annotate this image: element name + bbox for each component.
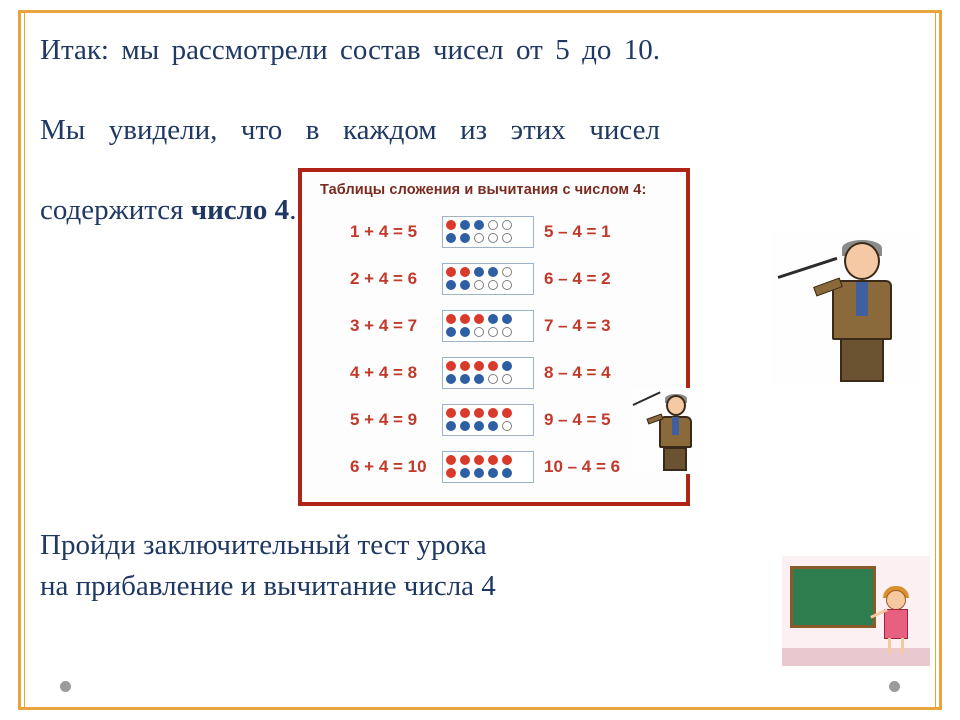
decorative-dot-left <box>60 681 71 692</box>
pip-row-top <box>446 266 530 279</box>
teacher-with-pointer-icon <box>770 228 920 388</box>
pip-blue <box>488 468 498 478</box>
pip-blue <box>474 421 484 431</box>
head-shape <box>844 242 880 280</box>
decorative-border-bottom <box>18 707 942 710</box>
pip-blue <box>502 468 512 478</box>
chalkboard-shape <box>790 566 876 628</box>
intro-period: . <box>289 194 297 227</box>
addition-subtraction-table <box>298 168 690 506</box>
pip-blue <box>488 267 498 277</box>
pip-blue <box>502 314 512 324</box>
addition-expression: 1 + 4 = 5 <box>350 221 418 241</box>
pip-blue <box>474 267 484 277</box>
table-row <box>302 302 686 349</box>
pip-empty <box>502 421 512 431</box>
pip-box <box>442 310 534 342</box>
pip-blue <box>446 233 456 243</box>
table-row <box>302 255 686 302</box>
pip-red <box>474 361 484 371</box>
pip-empty <box>488 233 498 243</box>
decorative-dot-right <box>889 681 900 692</box>
pip-box <box>442 216 534 248</box>
pip-red <box>460 408 470 418</box>
pip-red <box>446 220 456 230</box>
pip-blue <box>474 220 484 230</box>
table-row <box>302 443 686 490</box>
pip-blue <box>502 361 512 371</box>
pip-empty <box>488 374 498 384</box>
pip-empty <box>502 233 512 243</box>
subtraction-expression: 5 – 4 = 1 <box>544 221 611 241</box>
subtraction-expression: 8 – 4 = 4 <box>544 362 611 382</box>
table-rows <box>302 208 686 490</box>
pip-blue <box>460 374 470 384</box>
decorative-border-left-thin <box>24 10 25 710</box>
pip-red <box>446 455 456 465</box>
pip-blue <box>460 280 470 290</box>
pip-blue <box>446 327 456 337</box>
closing-instruction <box>40 525 740 606</box>
table-row <box>302 208 686 255</box>
necktie-shape <box>672 417 679 435</box>
pip-box <box>442 263 534 295</box>
pip-blue <box>460 220 470 230</box>
table-row <box>302 396 686 443</box>
pip-blue <box>460 468 470 478</box>
pip-blue <box>446 374 456 384</box>
pip-empty <box>502 267 512 277</box>
pip-empty <box>474 327 484 337</box>
pip-red <box>446 408 456 418</box>
legs-shape <box>840 338 884 382</box>
pip-blue <box>474 374 484 384</box>
pip-row-top <box>446 407 530 420</box>
pip-empty <box>488 220 498 230</box>
subtraction-expression: 10 – 4 = 6 <box>544 456 621 476</box>
pip-red <box>488 361 498 371</box>
pip-blue <box>446 280 456 290</box>
pip-blue <box>460 421 470 431</box>
closing-line-1: Пройди заключительный тест урока <box>40 529 487 561</box>
pip-red <box>502 408 512 418</box>
pip-red <box>488 455 498 465</box>
pip-row-top <box>446 313 530 326</box>
subtraction-expression: 9 – 4 = 5 <box>544 409 611 429</box>
subtraction-expression: 7 – 4 = 3 <box>544 315 611 335</box>
floor-shape <box>782 648 930 666</box>
pip-blue <box>488 421 498 431</box>
pip-red <box>460 314 470 324</box>
pip-blue <box>488 314 498 324</box>
pip-red <box>446 361 456 371</box>
addition-expression: 3 + 4 = 7 <box>350 315 418 335</box>
dress-shape <box>884 609 908 639</box>
pip-row-bottom <box>446 279 530 292</box>
intro-line-1: Итак: мы рассмотрели состав чисел от 5 до 10. <box>40 34 660 66</box>
pip-empty <box>474 233 484 243</box>
addition-expression: 4 + 4 = 8 <box>350 362 418 382</box>
pip-empty <box>502 327 512 337</box>
pip-empty <box>488 327 498 337</box>
addition-expression: 2 + 4 = 6 <box>350 268 418 288</box>
pointer-stick-icon <box>633 391 661 405</box>
girl-at-chalkboard-icon <box>782 556 930 666</box>
decorative-border-right <box>939 10 942 710</box>
pip-red <box>460 267 470 277</box>
pip-red <box>474 408 484 418</box>
pip-row-bottom <box>446 326 530 339</box>
closing-line-2: на прибавление и вычитание числа 4 <box>40 569 496 602</box>
table-title: Таблицы сложения и вычитания с числом 4: <box>320 182 647 198</box>
pip-red <box>460 455 470 465</box>
decorative-border-left <box>18 10 21 710</box>
pip-row-bottom <box>446 467 530 480</box>
legs-shape <box>663 447 687 471</box>
intro-line-3-text: содержится <box>40 194 191 227</box>
pip-empty <box>474 280 484 290</box>
pointer-stick-icon <box>778 257 838 279</box>
pip-row-bottom <box>446 420 530 433</box>
pip-box <box>442 404 534 436</box>
pip-red <box>460 361 470 371</box>
addition-expression: 5 + 4 = 9 <box>350 409 418 429</box>
pip-red <box>488 408 498 418</box>
decorative-border-top <box>18 10 942 13</box>
intro-emphasis: число 4 <box>190 194 290 227</box>
pip-row-top <box>446 219 530 232</box>
pip-red <box>502 455 512 465</box>
pip-empty <box>502 280 512 290</box>
pip-empty <box>488 280 498 290</box>
pip-red <box>446 267 456 277</box>
pip-red <box>474 455 484 465</box>
pip-empty <box>502 220 512 230</box>
pip-red <box>474 314 484 324</box>
intro-line-2: Мы увидели, что в каждом из этих чисел <box>40 114 660 147</box>
pip-blue <box>446 421 456 431</box>
head-shape <box>886 590 906 610</box>
subtraction-expression: 6 – 4 = 2 <box>544 268 611 288</box>
pip-box <box>442 357 534 389</box>
teacher-with-pointer-small-icon <box>633 388 705 474</box>
necktie-shape <box>856 282 868 316</box>
addition-expression: 6 + 4 = 10 <box>350 456 427 476</box>
pip-red <box>446 468 456 478</box>
pip-blue <box>474 468 484 478</box>
head-shape <box>666 395 686 416</box>
pip-row-bottom <box>446 373 530 386</box>
pip-row-top <box>446 454 530 467</box>
legs-shape <box>888 638 904 654</box>
pip-blue <box>460 327 470 337</box>
pip-blue <box>460 233 470 243</box>
pip-box <box>442 451 534 483</box>
decorative-border-right-thin <box>935 10 936 710</box>
pip-row-top <box>446 360 530 373</box>
table-row <box>302 349 686 396</box>
pip-red <box>446 314 456 324</box>
pip-empty <box>502 374 512 384</box>
pip-row-bottom <box>446 232 530 245</box>
